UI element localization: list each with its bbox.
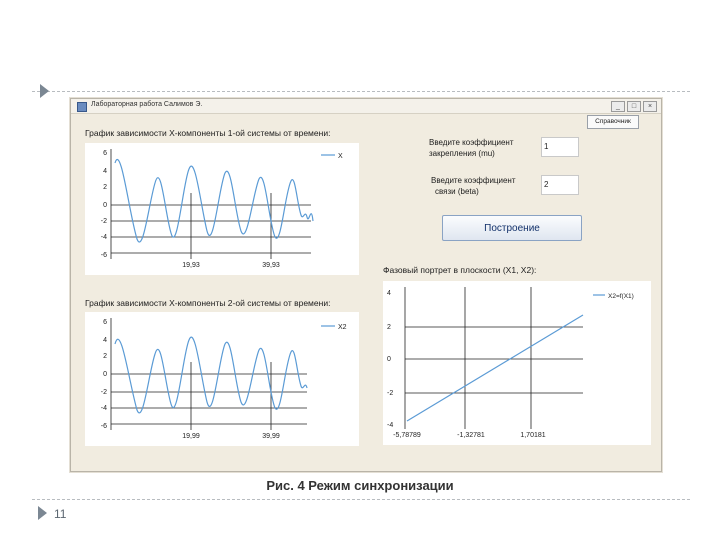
chart2-ytick: 4 [103, 337, 107, 344]
chart3-title: Фазовый портрет в плоскости (X1, X2): [383, 265, 537, 275]
top-marker-icon [40, 84, 49, 98]
chart3-ytick: -4 [387, 422, 394, 429]
chart2-ytick: -6 [100, 423, 107, 430]
page-number: 11 [54, 507, 67, 521]
chart2-xtick: 39,99 [262, 433, 280, 440]
chart1-area [85, 143, 359, 275]
chart1-ytick: 2 [103, 184, 107, 191]
beta-label-line1: Введите коэффициент [431, 176, 516, 185]
chart3-ytick: -2 [387, 390, 394, 397]
chart2-title: График зависимости X-компоненты 2-ой системы от времени: [85, 298, 331, 308]
bottom-marker-icon [38, 506, 47, 520]
chart2-area [85, 312, 359, 446]
chart2-ytick: -4 [100, 405, 107, 412]
chart3-ytick: 2 [387, 324, 391, 331]
chart3-xtick: -1,32781 [457, 432, 485, 439]
chart1-xtick: 39,93 [262, 262, 280, 269]
chart1-legend: X [338, 153, 343, 160]
beta-label-line2: связи (beta) [435, 187, 479, 196]
chart1-ytick: 4 [103, 168, 107, 175]
window-title: Лабораторная работа Салимов Э. [91, 101, 203, 108]
mu-label-line1: Введите коэффициент [429, 138, 514, 147]
chart3-ytick: 0 [387, 356, 391, 363]
chart1-ytick: -6 [100, 252, 107, 259]
reference-button[interactable]: Справочник [587, 115, 639, 129]
chart1-ytick: 6 [103, 150, 107, 157]
chart3-series-line [407, 315, 583, 421]
chart3-ytick: 4 [387, 290, 391, 297]
minimize-button[interactable]: _ [611, 101, 625, 112]
maximize-button[interactable]: □ [627, 101, 641, 112]
app-icon [77, 102, 87, 112]
chart3-legend: X2=f(X1) [608, 293, 634, 300]
window-titlebar [71, 99, 661, 114]
chart1-ytick: -4 [100, 234, 107, 241]
chart1-series-line [115, 159, 313, 242]
beta-input[interactable]: 2 [541, 175, 579, 195]
chart3-svg [383, 281, 651, 445]
chart2-legend: X2 [338, 324, 347, 331]
chart2-ytick: 2 [103, 353, 107, 360]
chart3-xtick: 1,70181 [520, 432, 546, 439]
chart1-xtick: 19,93 [182, 262, 200, 269]
top-divider [32, 91, 690, 92]
build-button[interactable]: Построение [442, 215, 582, 241]
mu-input[interactable]: 1 [541, 137, 579, 157]
chart1-title: График зависимости X-компоненты 1-ой системы от времени: [85, 128, 331, 138]
chart2-series-line [115, 337, 307, 413]
chart3-area [383, 281, 651, 445]
chart2-svg [85, 312, 359, 446]
mu-label-line2: закрепления (mu) [429, 149, 495, 158]
chart1-ytick: -2 [100, 218, 107, 225]
bottom-divider [32, 499, 690, 500]
chart3-xtick: -5,78789 [393, 432, 421, 439]
chart2-ytick: 0 [103, 371, 107, 378]
chart2-xtick: 19,99 [182, 433, 200, 440]
chart2-ytick: -2 [100, 389, 107, 396]
close-button[interactable]: × [643, 101, 657, 112]
app-window [70, 98, 662, 472]
figure-caption: Рис. 4 Режим синхронизации [266, 478, 454, 493]
chart1-svg [85, 143, 359, 275]
chart2-ytick: 6 [103, 319, 107, 326]
chart1-ytick: 0 [103, 202, 107, 209]
